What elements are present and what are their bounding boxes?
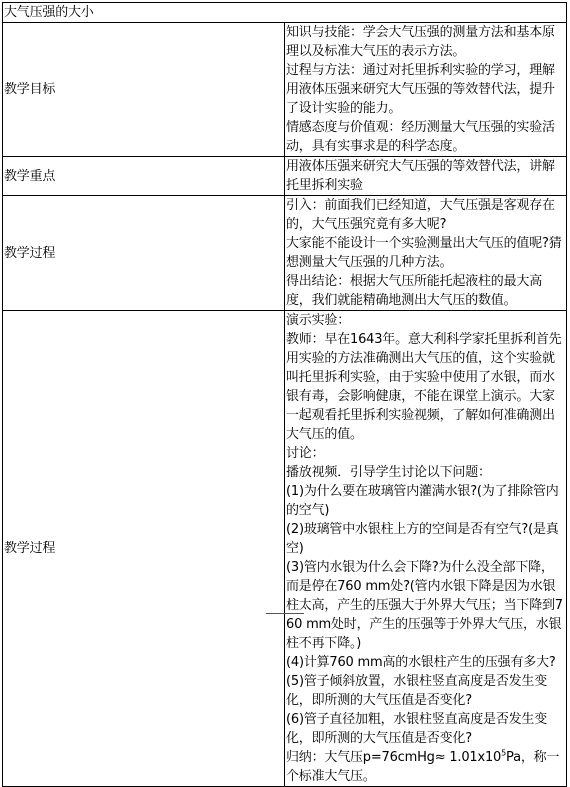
question-line: (3)管内水银为什么会下降?为什么没全部下降，而是停在760 mm处?(管内水银下降是因为水银 xyxy=(286,560,556,594)
question-line: (6)管子直径加粗，水银柱竖直高度是否发生变化，即所测的大气压值是否变化? xyxy=(286,712,548,746)
process-demo-content xyxy=(285,311,567,787)
lesson-title: 大气压强的大小 xyxy=(3,3,567,23)
question-line: 柱太高，产生的压强大于外界大气压；当下降到760 mm处时，产生的压强等于外界大气压，水银 xyxy=(286,598,563,632)
summary-line xyxy=(286,748,565,786)
process-intro-row xyxy=(3,196,567,311)
lesson-plan-table xyxy=(2,2,567,787)
focus-row xyxy=(3,157,567,196)
objectives-row xyxy=(3,23,567,157)
demo-line: 演示实验： xyxy=(286,313,351,328)
process-intro-content xyxy=(285,196,567,311)
question-line: 柱不再下降。) xyxy=(286,636,362,651)
process-demo-row xyxy=(3,311,567,787)
question-line: (1)为什么要在玻璃管内灌满水银?(为了排除管内的空气) xyxy=(286,484,559,518)
focus-content xyxy=(285,157,567,196)
process-intro-line: 得出结论：根据大气压所能托起液柱的最大高度，我们就能精确地测出大气压的数值。 xyxy=(286,274,543,308)
question-line: (5)管子倾斜放置，水银柱竖直高度是否发生变化，即所测的大气压值是否变化? xyxy=(286,674,548,708)
focus-line: 用液体压强来研究大气压强的等效替代法，讲解托里拆利实验 xyxy=(286,159,555,193)
summary-prefix: 归纳：大气压p=76cmHg≈ 1.01x10 xyxy=(286,750,502,765)
objectives-line: 了设计实验的能力。 xyxy=(286,101,402,116)
objectives-line: 知识与技能：学会大气压强的测量方法和基本原理以及标准大气压的表示方法。 xyxy=(286,25,555,59)
focus-label: 教学重点 xyxy=(3,157,285,196)
process-intro-label: 教学过程 xyxy=(3,196,285,311)
objectives-content xyxy=(285,23,567,157)
demo-line: 播放视频．引导学生讨论以下问题： xyxy=(286,465,491,480)
objectives-line: 情感态度与价值观：经历测量大气压强的实验活动，具有实事求是的科学态度。 xyxy=(286,120,555,154)
demo-line: 讨论： xyxy=(286,446,325,461)
demo-line: 教师：早在1643年。意大利科学家托里拆利首先用实验的方法准确测出大气压的值，这个实验就 xyxy=(286,332,562,366)
process-demo-label: 教学过程 xyxy=(3,311,285,787)
title-row xyxy=(3,3,567,23)
page-footer-mark xyxy=(266,613,304,614)
process-intro-line: 引入：前面我们已经知道，大气压强是客观存在的，大气压强究竟有多大呢? xyxy=(286,198,555,232)
question-line: (4)计算760 mm高的水银柱产生的压强有多大? xyxy=(286,655,556,670)
summary-exponent: 5 xyxy=(501,748,507,758)
process-intro-line: 大家能不能设计一个实验测量出大气压的值呢?猜想测量大气压强的几种方法。 xyxy=(286,236,562,270)
demo-line: 叫托里拆利实验，由于实验中使用了水银，而水银有毒，会影响健康，不能在课堂上演示。大家一起观看托里拆利实验视频，了解如何准确测出大气压的值。 xyxy=(286,370,555,442)
summary-suffix: Pa，称一个标准大气压。 xyxy=(286,750,560,784)
question-line: (2)玻璃管中水银柱上方的空间是否有空气?(是真空) xyxy=(286,522,559,556)
objectives-label: 教学目标 xyxy=(3,23,285,157)
objectives-line: 过程与方法：通过对托里拆利实验的学习，理解用液体压强来研究大气压强的等效替代法，提升 xyxy=(286,63,555,97)
